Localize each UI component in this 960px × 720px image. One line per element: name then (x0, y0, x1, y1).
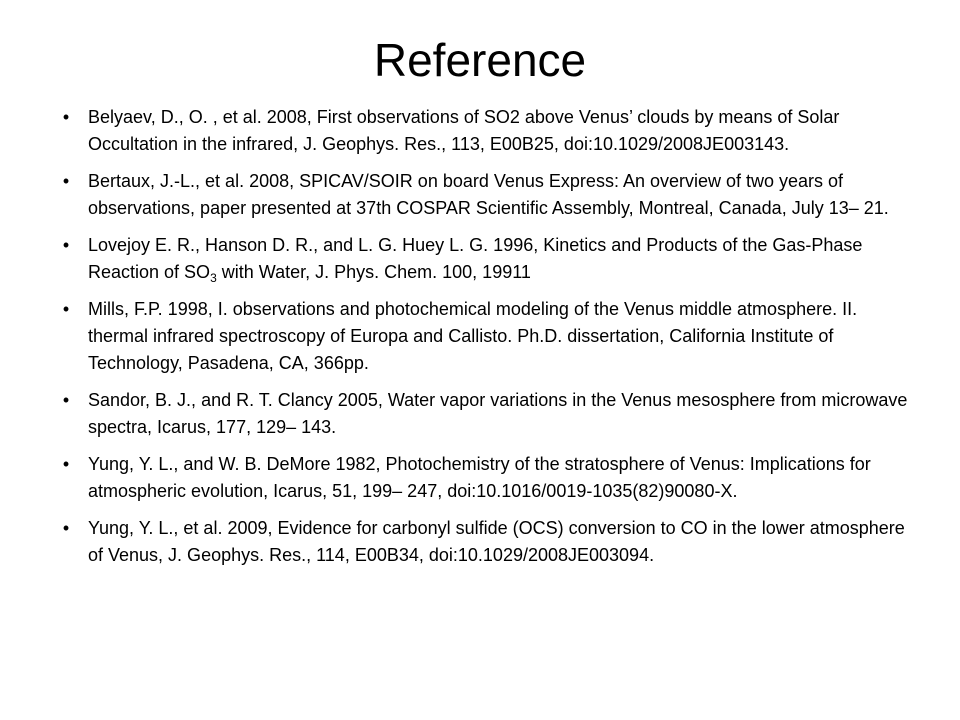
bullet-icon: • (62, 171, 70, 191)
reference-text: Yung, Y. L., et al. 2009, Evidence for carbonyl sulfide (OCS) conversion to CO in the lower atmosphere of Venus, J. Geophys. Res., 114, E00B34, doi:10.1029/2008JE003094. (88, 518, 905, 565)
reference-text: Bertaux, J.-L., et al. 2008, SPICAV/SOIR on board Venus Express: An overview of two years of observations, paper presented at 37th COSPAR Scientific Assembly, Montreal, Canada, July 13– 21. (88, 171, 889, 218)
reference-item (60, 387, 920, 441)
reference-text (88, 235, 863, 285)
bullet-icon: • (62, 299, 70, 319)
reference-text: Yung, Y. L., and W. B. DeMore 1982, Photochemistry of the stratosphere of Venus: Implications for atmospheric evolution, Icarus, 51, 199– 247, doi:10.1016/0019-1035(82)90080-X. (88, 454, 871, 501)
reference-text: Belyaev, D., O. , et al. 2008, First observations of SO2 above Venus’ clouds by means of Solar Occultation in the infrared, J. Geophys. Res., 113, E00B25, doi:10.1029/2008JE003143. (88, 107, 840, 154)
reference-item (60, 232, 920, 286)
reference-item (60, 451, 920, 505)
subscript-3: 3 (210, 271, 217, 285)
reference-text-before: Lovejoy E. R., Hanson D. R., and L. G. Huey L. G. 1996, Kinetics and Products of the Gas-Phase Reaction of SO (88, 235, 863, 282)
reference-text: Sandor, B. J., and R. T. Clancy 2005, Water vapor variations in the Venus mesosphere from microwave spectra, Icarus, 177, 129– 143. (88, 390, 908, 437)
reference-item (60, 296, 920, 377)
reference-item (60, 168, 920, 222)
bullet-icon: • (62, 390, 70, 410)
reference-text: Mills, F.P. 1998, I. observations and photochemical modeling of the Venus middle atmosphere. II. thermal infrared spectroscopy of Europa and Callisto. Ph.D. dissertation, California Institute of Technology, Pasadena, CA, 366pp. (88, 299, 858, 373)
reference-list (60, 104, 920, 569)
bullet-icon: • (62, 454, 70, 474)
bullet-icon: • (62, 235, 70, 255)
slide-title: Reference (373, 34, 587, 86)
bullet-icon: • (62, 107, 70, 127)
reference-item (60, 104, 920, 158)
reference-item (60, 515, 920, 569)
bullet-icon: • (62, 518, 70, 538)
reference-text-after: with Water, J. Phys. Chem. 100, 19911 (216, 262, 531, 282)
